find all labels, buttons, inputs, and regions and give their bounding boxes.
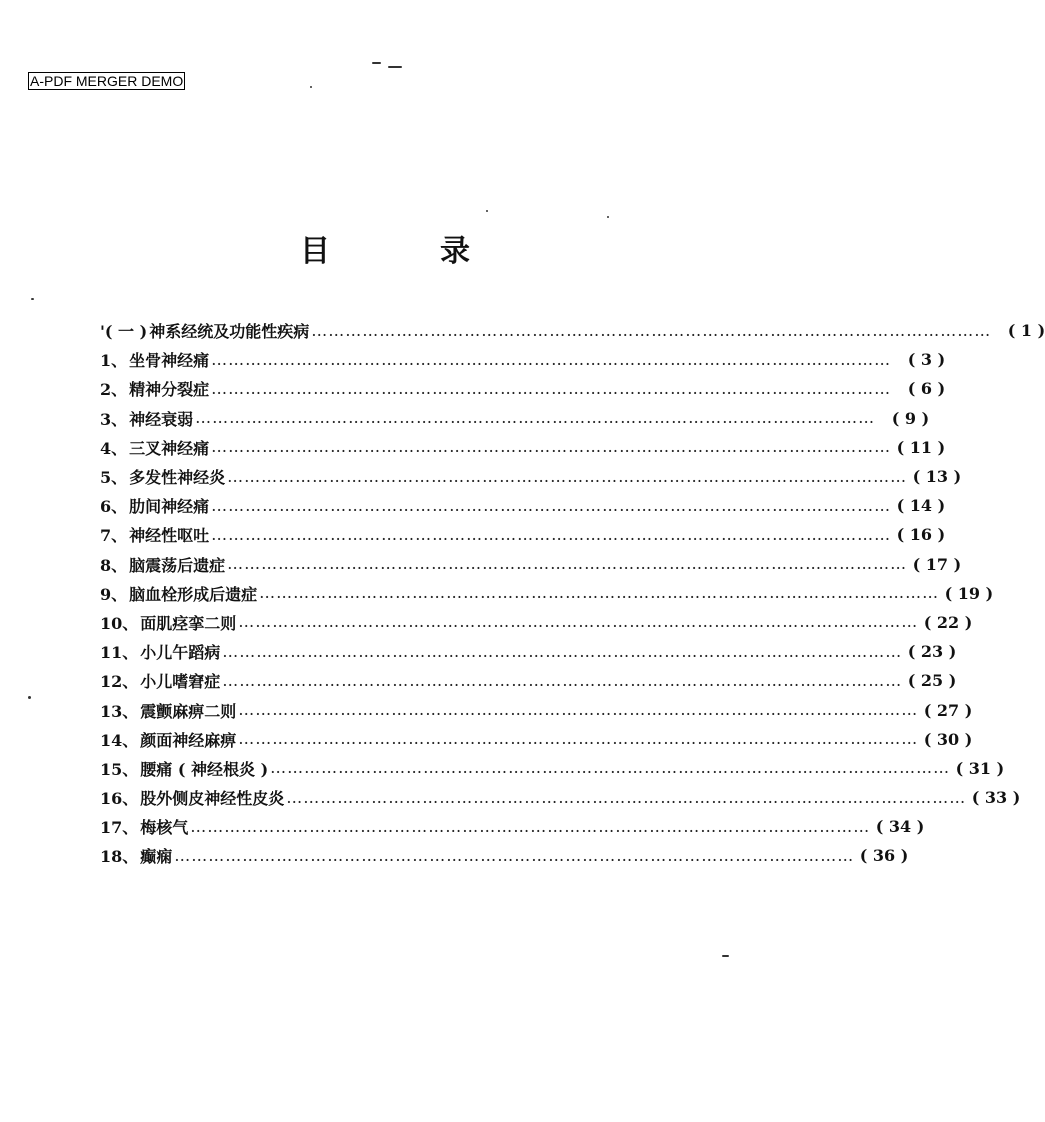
toc-item-page: ( 27 ): [923, 700, 973, 720]
toc-dot-leader: …………………………………………………………………………………………………………: [211, 524, 892, 544]
toc-section-heading[interactable]: [100, 316, 1045, 345]
toc-item-page: ( 19 ): [944, 583, 994, 603]
toc-item-page: ( 33 ): [971, 788, 1021, 808]
scan-speck: [372, 62, 381, 64]
toc-item-label: 小儿嗜窘症: [140, 672, 221, 692]
toc-item[interactable]: [100, 579, 994, 608]
toc-dot-leader: …………………………………………………………………………………………………………: [238, 700, 919, 720]
toc-item-number: 15、: [100, 759, 139, 779]
toc-item-label: 颜面神经麻痹: [140, 730, 237, 750]
toc-item[interactable]: [100, 812, 925, 841]
toc-item-label: 三叉神经痛: [129, 438, 210, 458]
toc-item[interactable]: [100, 754, 1005, 783]
scan-speck: [310, 86, 312, 88]
toc-item-number: 5、: [100, 468, 128, 488]
toc-item-page: ( 34 ): [875, 817, 925, 837]
toc-item-label: 腰痛 ( 神经根炎 ): [140, 759, 269, 779]
scan-speck: [722, 955, 729, 957]
toc-item-page: ( 30 ): [923, 729, 973, 749]
toc-item-number: 2、: [100, 380, 128, 400]
toc-item[interactable]: [100, 491, 946, 520]
toc-dot-leader: …………………………………………………………………………………………………………: [238, 612, 919, 632]
toc-item-number: 9、: [100, 584, 128, 604]
toc-item-number: 14、: [100, 730, 139, 750]
toc-dot-leader: …………………………………………………………………………………………………………: [238, 729, 919, 749]
toc-dot-leader: …………………………………………………………………………………………………………: [259, 583, 940, 603]
toc-item[interactable]: [100, 520, 946, 549]
toc-item-label: 神经衰弱: [129, 409, 194, 429]
scan-speck: [486, 210, 488, 212]
toc-dot-leader: …………………………………………………………………………………………………………: [270, 758, 951, 778]
watermark-label: A-PDF MERGER DEMO: [30, 73, 184, 89]
toc-item[interactable]: [100, 433, 946, 462]
toc-section-label: 神系经统及功能性疾病: [149, 322, 310, 342]
toc-dot-leader: …………………………………………………………………………………………………………: [190, 816, 871, 836]
toc-item-number: 12、: [100, 672, 139, 692]
toc-item-label: 癫痫: [140, 847, 173, 867]
page-title-char-2: 录: [440, 234, 470, 269]
toc-item[interactable]: [100, 345, 946, 374]
page-title-char-1: 目: [300, 234, 330, 269]
toc-dot-leader: …………………………………………………………………………………………………………: [211, 378, 892, 398]
toc-item[interactable]: [100, 666, 957, 695]
toc-dot-leader: …………………………………………………………………………………………………………: [222, 641, 903, 661]
toc-item-number: 16、: [100, 789, 139, 809]
toc-item-page: ( 11 ): [896, 437, 946, 457]
toc-item-number: 1、: [100, 351, 128, 371]
toc-dot-leader: …………………………………………………………………………………………………………: [211, 349, 892, 369]
scan-speck: [28, 696, 31, 699]
toc-section-page: ( 1 ): [1007, 321, 1045, 341]
toc-item[interactable]: [100, 462, 962, 491]
toc-item-page: ( 17 ): [912, 554, 962, 574]
toc-item-label: 脑血栓形成后遗症: [129, 584, 258, 604]
toc-item-page: ( 13 ): [912, 467, 962, 487]
toc-item-page: ( 25 ): [907, 671, 957, 691]
toc-item[interactable]: [100, 783, 1021, 812]
toc-item[interactable]: [100, 695, 973, 724]
scan-speck: [607, 216, 609, 218]
toc-item-page: ( 16 ): [896, 525, 946, 545]
toc-item-number: 4、: [100, 438, 128, 458]
toc-dot-leader: …………………………………………………………………………………………………………: [222, 670, 903, 690]
toc-item[interactable]: [100, 374, 946, 403]
toc-item-label: 梅核气: [140, 818, 189, 838]
toc-item-number: 17、: [100, 818, 139, 838]
toc-dot-leader: …………………………………………………………………………………………………………: [174, 845, 855, 865]
toc-dot-leader: …………………………………………………………………………………………………………: [311, 320, 992, 340]
toc-item[interactable]: [100, 550, 962, 579]
toc-item-page: ( 31 ): [955, 758, 1005, 778]
toc-item[interactable]: [100, 608, 973, 637]
toc-item-label: 股外侧皮神经性皮炎: [140, 789, 285, 809]
toc-item-page: ( 3 ): [907, 350, 946, 370]
toc-item[interactable]: [100, 725, 973, 754]
toc-item-label: 精神分裂症: [129, 380, 210, 400]
toc-item-label: 震颤麻痹二则: [140, 701, 237, 721]
toc-dot-leader: …………………………………………………………………………………………………………: [211, 495, 892, 515]
toc-item-number: 13、: [100, 701, 139, 721]
toc-item-number: 8、: [100, 555, 128, 575]
toc-dot-leader: …………………………………………………………………………………………………………: [227, 554, 908, 574]
toc-item-label: 面肌痉挛二则: [140, 613, 237, 633]
toc-dot-leader: …………………………………………………………………………………………………………: [227, 466, 908, 486]
toc-item-number: 11、: [100, 643, 139, 663]
toc-item-page: ( 23 ): [907, 642, 957, 662]
toc-item-page: ( 36 ): [859, 846, 909, 866]
toc-item-number: 10、: [100, 613, 139, 633]
toc-item-page: ( 6 ): [907, 379, 946, 399]
toc-item-label: 多发性神经炎: [129, 468, 226, 488]
scan-speck: [31, 298, 34, 300]
toc-item[interactable]: [100, 637, 957, 666]
toc-dot-leader: …………………………………………………………………………………………………………: [195, 408, 876, 428]
toc-item-label: 肋间神经痛: [129, 497, 210, 517]
table-of-contents: [100, 316, 1045, 871]
toc-item[interactable]: [100, 404, 930, 433]
scan-speck: [388, 66, 402, 68]
toc-item-page: ( 9 ): [891, 408, 930, 428]
toc-item-page: ( 14 ): [896, 496, 946, 516]
toc-item-label: 脑震荡后遗症: [129, 555, 226, 575]
toc-item-label: 坐骨神经痛: [129, 351, 210, 371]
toc-item-label: 小儿午蹈病: [140, 643, 221, 663]
toc-item-number: 6、: [100, 497, 128, 517]
toc-item-number: 7、: [100, 526, 128, 546]
toc-item-number: 18、: [100, 847, 139, 867]
toc-item-page: ( 22 ): [923, 612, 973, 632]
toc-dot-leader: …………………………………………………………………………………………………………: [286, 787, 967, 807]
toc-item-number: 3、: [100, 409, 128, 429]
toc-section-number: '( 一 ): [100, 322, 148, 342]
toc-item-label: 神经性呕吐: [129, 526, 210, 546]
toc-dot-leader: …………………………………………………………………………………………………………: [211, 437, 892, 457]
toc-item[interactable]: [100, 841, 909, 870]
toc-item-list: [100, 345, 1021, 870]
page-title: [300, 226, 470, 270]
